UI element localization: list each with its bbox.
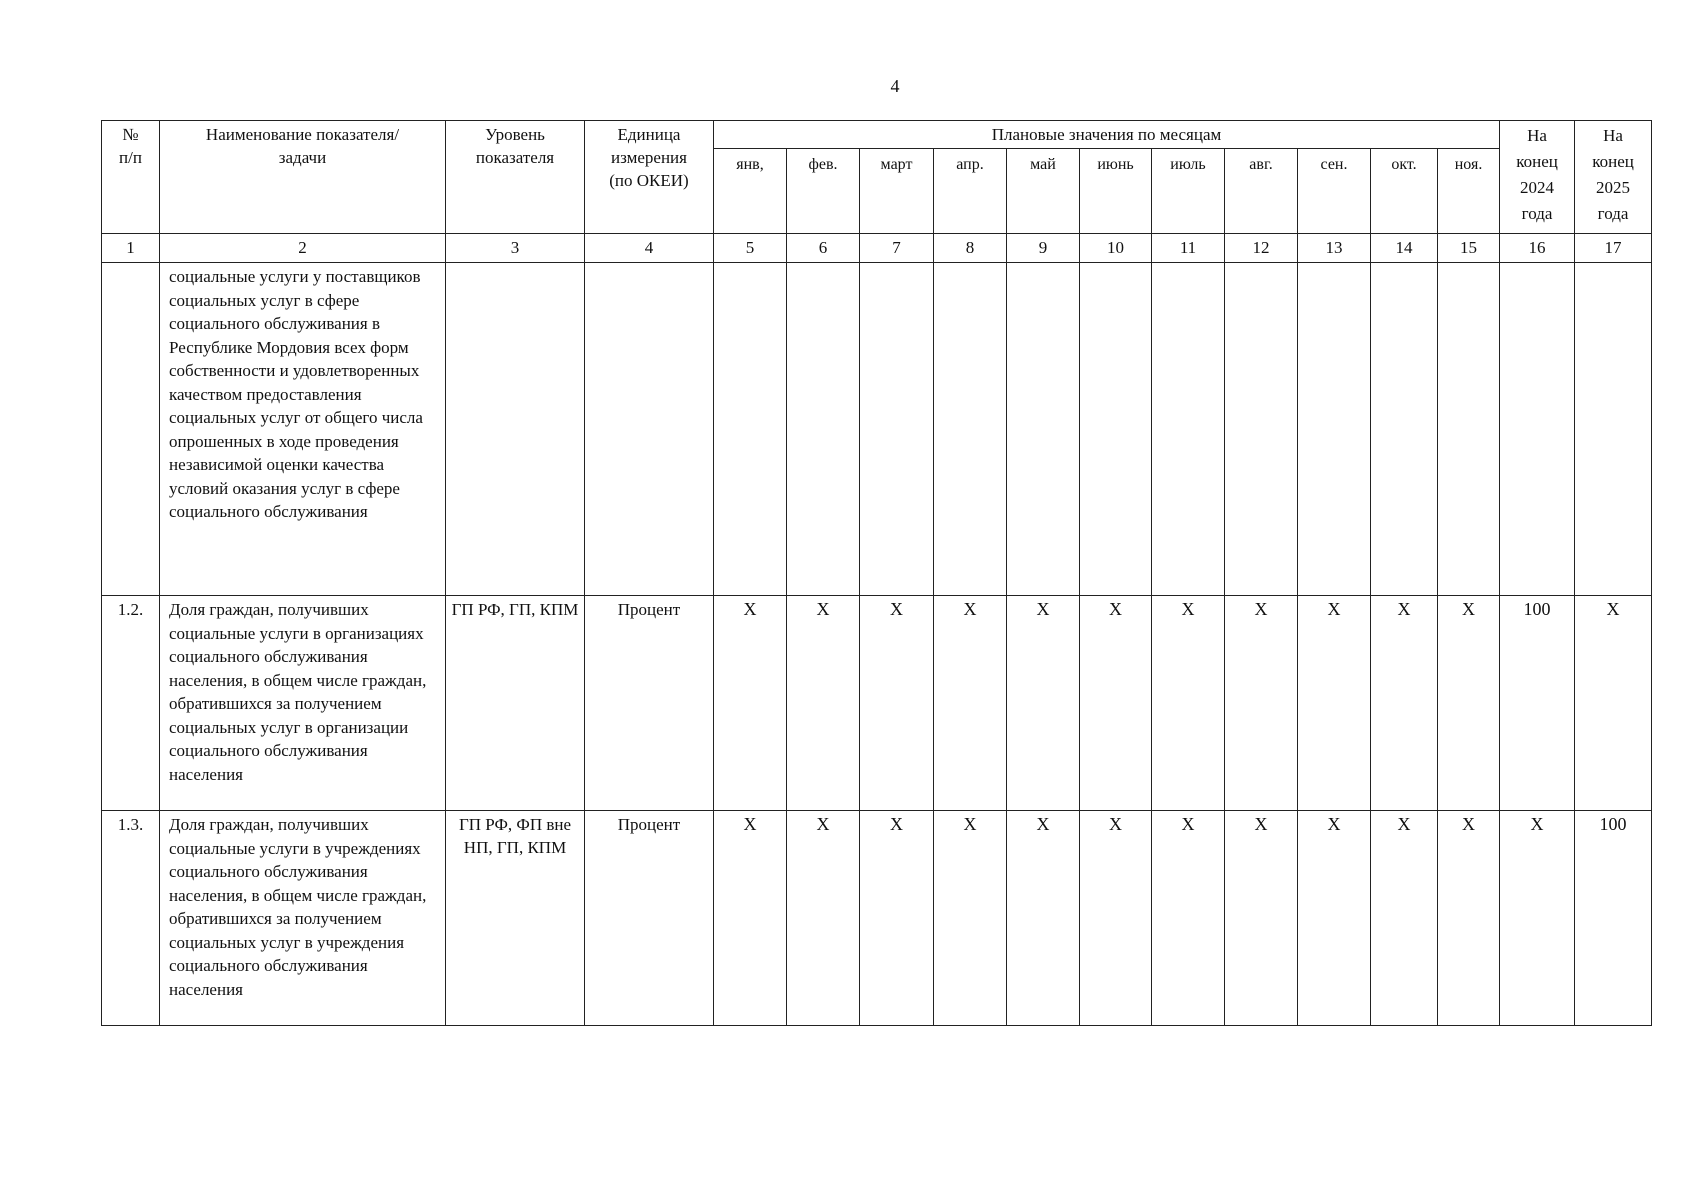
month-value: Х bbox=[787, 596, 860, 811]
header-col-name: Наименование показателя/ задачи bbox=[160, 121, 446, 234]
indicator-name: Доля граждан, получивших социальные услуги в организациях социального обслуживания населения, в общем числе граждан, обратившихся за получением социальных услуг в организации социального обслуживания населения bbox=[160, 596, 446, 811]
end-2025-value bbox=[1575, 263, 1652, 596]
month-value: Х bbox=[1298, 596, 1371, 811]
indicator-name: Доля граждан, получивших социальные услуги в учреждениях социального обслуживания населения, в общем числе граждан, обратившихся за получением социальных услуг в учреждения социального обслуживания населения bbox=[160, 811, 446, 1026]
month-value: Х bbox=[1080, 811, 1152, 1026]
row-number: 1.2. bbox=[102, 596, 160, 811]
indicators-table bbox=[101, 120, 1652, 1026]
month-value: Х bbox=[714, 596, 787, 811]
month-value: Х bbox=[1007, 596, 1080, 811]
row-number bbox=[102, 263, 160, 596]
table-row bbox=[102, 263, 1652, 596]
month-value: Х bbox=[714, 811, 787, 1026]
month-value: Х bbox=[934, 596, 1007, 811]
month-value: Х bbox=[1438, 811, 1500, 1026]
header-col-end-2025: На конец 2025 года bbox=[1575, 121, 1652, 234]
indicator-unit: Процент bbox=[585, 811, 714, 1026]
column-number: 10 bbox=[1080, 234, 1152, 263]
indicator-level bbox=[446, 263, 585, 596]
indicator-unit: Процент bbox=[585, 596, 714, 811]
column-number: 3 bbox=[446, 234, 585, 263]
column-number: 12 bbox=[1225, 234, 1298, 263]
month-value: Х bbox=[1438, 596, 1500, 811]
month-value bbox=[1152, 263, 1225, 596]
column-number: 2 bbox=[160, 234, 446, 263]
month-value bbox=[1371, 263, 1438, 596]
header-month: ноя. bbox=[1438, 149, 1500, 234]
indicator-level: ГП РФ, ГП, КПМ bbox=[446, 596, 585, 811]
month-value: Х bbox=[1152, 811, 1225, 1026]
header-month: фев. bbox=[787, 149, 860, 234]
page-number: 4 bbox=[890, 76, 900, 96]
table-row bbox=[102, 596, 1652, 811]
column-numbers-row bbox=[102, 234, 1652, 263]
month-value bbox=[1438, 263, 1500, 596]
month-value: Х bbox=[787, 811, 860, 1026]
header-month: авг. bbox=[1225, 149, 1298, 234]
column-number: 7 bbox=[860, 234, 934, 263]
header-month: окт. bbox=[1371, 149, 1438, 234]
month-value: Х bbox=[1298, 811, 1371, 1026]
header-month: июль bbox=[1152, 149, 1225, 234]
column-number: 1 bbox=[102, 234, 160, 263]
month-value bbox=[1298, 263, 1371, 596]
header-col-unit: Единица измерения (по ОКЕИ) bbox=[585, 121, 714, 234]
header-month: янв, bbox=[714, 149, 787, 234]
month-value bbox=[934, 263, 1007, 596]
column-number: 6 bbox=[787, 234, 860, 263]
table-row bbox=[102, 811, 1652, 1026]
header-month: апр. bbox=[934, 149, 1007, 234]
month-value bbox=[1007, 263, 1080, 596]
header-col-plan: Плановые значения по месяцам bbox=[714, 121, 1500, 149]
header-month: май bbox=[1007, 149, 1080, 234]
month-value: Х bbox=[860, 596, 934, 811]
month-value: Х bbox=[860, 811, 934, 1026]
month-value bbox=[1080, 263, 1152, 596]
column-number: 17 bbox=[1575, 234, 1652, 263]
column-number: 14 bbox=[1371, 234, 1438, 263]
month-value: Х bbox=[1080, 596, 1152, 811]
column-number: 4 bbox=[585, 234, 714, 263]
month-value: Х bbox=[1371, 596, 1438, 811]
end-2025-value: Х bbox=[1575, 596, 1652, 811]
month-value bbox=[1225, 263, 1298, 596]
header-col-end-2024: На конец 2024 года bbox=[1500, 121, 1575, 234]
column-number: 9 bbox=[1007, 234, 1080, 263]
month-value: Х bbox=[1007, 811, 1080, 1026]
month-value bbox=[860, 263, 934, 596]
header-month: сен. bbox=[1298, 149, 1371, 234]
column-number: 13 bbox=[1298, 234, 1371, 263]
end-2025-value: 100 bbox=[1575, 811, 1652, 1026]
month-value: Х bbox=[1152, 596, 1225, 811]
month-value bbox=[787, 263, 860, 596]
header-month: июнь bbox=[1080, 149, 1152, 234]
column-number: 15 bbox=[1438, 234, 1500, 263]
month-value bbox=[714, 263, 787, 596]
header-month: март bbox=[860, 149, 934, 234]
header-col-level: Уровень показателя bbox=[446, 121, 585, 234]
column-number: 5 bbox=[714, 234, 787, 263]
month-value: Х bbox=[1225, 596, 1298, 811]
header-col-number: № п/п bbox=[102, 121, 160, 234]
indicator-name: социальные услуги у поставщиков социальных услуг в сфере социального обслуживания в Республике Мордовия всех форм собственности и удовлетворенных качеством предоставления социальных услуг от общего числа опрошенных в ходе проведения независимой оценки качества условий оказания услуг в сфере социального обслуживания bbox=[160, 263, 446, 596]
month-value: Х bbox=[1225, 811, 1298, 1026]
column-number: 8 bbox=[934, 234, 1007, 263]
end-2024-value: Х bbox=[1500, 811, 1575, 1026]
end-2024-value bbox=[1500, 263, 1575, 596]
column-number: 11 bbox=[1152, 234, 1225, 263]
row-number: 1.3. bbox=[102, 811, 160, 1026]
end-2024-value: 100 bbox=[1500, 596, 1575, 811]
indicator-unit bbox=[585, 263, 714, 596]
month-value: Х bbox=[1371, 811, 1438, 1026]
column-number: 16 bbox=[1500, 234, 1575, 263]
indicator-level: ГП РФ, ФП вне НП, ГП, КПМ bbox=[446, 811, 585, 1026]
month-value: Х bbox=[934, 811, 1007, 1026]
